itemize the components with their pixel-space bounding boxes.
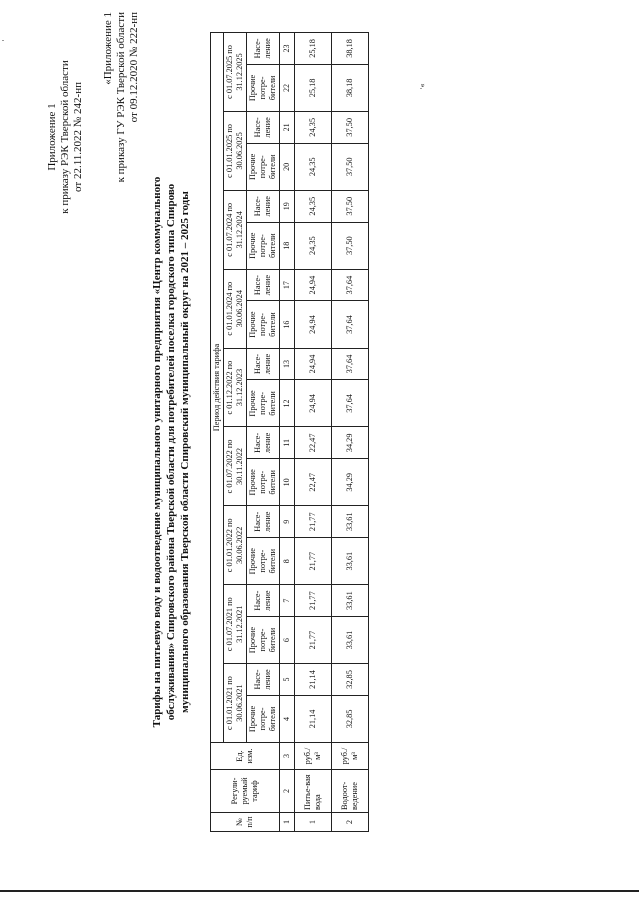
header-line: к приказу ГУ РЭК Тверской области — [115, 12, 127, 183]
tariff-value-cell: 21,77 — [295, 616, 332, 663]
subheader-other-consumers: Прочие потре-бители — [247, 538, 280, 585]
header-line: «Приложение 1 — [102, 12, 114, 85]
period-header-cell: с 01.07.2025 по 31.12.2025 — [224, 33, 247, 112]
tariff-value-cell: 21,77 — [295, 506, 332, 538]
subheader-population: Насе-ление — [247, 664, 280, 696]
subheader-population: Насе-ление — [247, 427, 280, 459]
column-number-row — [280, 33, 295, 832]
period-header: Период действия тарифа — [211, 33, 224, 743]
column-number: 21 — [280, 112, 295, 144]
subheader-population: Насе-ление — [247, 190, 280, 222]
column-number: 17 — [280, 269, 295, 301]
document-title — [150, 172, 192, 732]
subheader-population: Насе-ление — [247, 585, 280, 617]
header-line: от 09.12.2020 № 222-нп — [128, 12, 140, 123]
column-number: 7 — [280, 585, 295, 617]
column-number: 1 — [280, 813, 295, 832]
column-number: 23 — [280, 33, 295, 65]
tariff-table — [210, 32, 369, 832]
tariff-value-cell: 33,61 — [332, 616, 369, 663]
closing-quote-mark: ». — [418, 83, 428, 90]
tariff-value-cell: 21,77 — [295, 585, 332, 617]
tariff-value-cell: 34,29 — [332, 459, 369, 506]
tariff-value-cell: 22,47 — [295, 427, 332, 459]
column-number: 9 — [280, 506, 295, 538]
column-number: 10 — [280, 459, 295, 506]
tariff-value-cell: 37,64 — [332, 301, 369, 348]
subheader-population: Насе-ление — [247, 269, 280, 301]
subheader-other-consumers: Прочие потре-бители — [247, 64, 280, 111]
tariff-value-cell: 37,50 — [332, 143, 369, 190]
column-number: 13 — [280, 348, 295, 380]
period-header-cell: с 01.07.2021 по 31.12.2021 — [224, 585, 247, 664]
period-row — [224, 33, 247, 832]
column-number: 12 — [280, 380, 295, 427]
title-line: обслуживания» Спировского района Тверской области для потребителей поселка городского типа Спирово — [165, 183, 177, 721]
tariff-value-cell: 33,61 — [332, 506, 369, 538]
tariff-value-cell: 37,50 — [332, 222, 369, 269]
subheader-population: Насе-ление — [247, 348, 280, 380]
tariff-value-cell: 38,18 — [332, 33, 369, 65]
tariff-value-cell: 38,18 — [332, 64, 369, 111]
row-unit: руб./м³ — [295, 743, 332, 770]
subheader-other-consumers: Прочие потре-бители — [247, 695, 280, 742]
tariff-value-cell: 32,85 — [332, 695, 369, 742]
subheader-other-consumers: Прочие потре-бители — [247, 616, 280, 663]
row-unit: руб./м³ — [332, 743, 369, 770]
column-number: 5 — [280, 664, 295, 696]
header-line: к приказу РЭК Тверской области — [59, 60, 71, 214]
col-unit-header: Ед. изм. — [211, 743, 280, 770]
tariff-value-cell: 24,94 — [295, 348, 332, 380]
row-number: 2 — [332, 813, 369, 832]
tariff-value-cell: 25,18 — [295, 64, 332, 111]
scan-artifact — [2, 40, 4, 41]
table-row — [295, 33, 332, 832]
tariff-value-cell: 21,14 — [295, 695, 332, 742]
tariff-value-cell: 33,61 — [332, 585, 369, 617]
tariff-value-cell: 32,85 — [332, 664, 369, 696]
tariff-value-cell: 25,18 — [295, 33, 332, 65]
header-line: Приложение 1 — [46, 103, 58, 171]
tariff-value-cell: 24,94 — [295, 269, 332, 301]
column-number: 18 — [280, 222, 295, 269]
row-number: 1 — [295, 813, 332, 832]
tariff-value-cell: 24,35 — [295, 143, 332, 190]
tariff-value-cell: 34,29 — [332, 427, 369, 459]
subheader-row — [247, 33, 280, 832]
period-header-cell: с 01.07.2022 по 30.11.2022 — [224, 427, 247, 506]
tariff-value-cell: 24,35 — [295, 112, 332, 144]
period-header-cell: с 01.01.2024 по 30.06.2024 — [224, 269, 247, 348]
period-header-cell: с 01.01.2022 по 30.06.2022 — [224, 506, 247, 585]
row-tariff-name: Питье-вая вода — [295, 770, 332, 813]
subheader-population: Насе-ление — [247, 33, 280, 65]
subheader-population: Насе-ление — [247, 506, 280, 538]
tariff-value-cell: 21,14 — [295, 664, 332, 696]
rotated-page — [42, 12, 622, 872]
tariff-value-cell: 22,47 — [295, 459, 332, 506]
period-header-cell: с 01.01.2021 по 30.06.2021 — [224, 664, 247, 743]
col-tariff-header: Регули-руемый тариф — [211, 770, 280, 813]
col-no-header: № п/п — [211, 813, 280, 832]
title-line: Тарифы на питьевую воду и водоотведение муниципального унитарного предприятия «Центр коммунального — [151, 176, 163, 728]
tariff-value-cell: 24,94 — [295, 301, 332, 348]
subheader-other-consumers: Прочие потре-бители — [247, 222, 280, 269]
column-number: 22 — [280, 64, 295, 111]
period-header-cell: с 01.01.2025 по 30.06.2025 — [224, 112, 247, 191]
table-body — [280, 33, 369, 832]
subheader-other-consumers: Прочие потре-бители — [247, 459, 280, 506]
column-number: 2 — [280, 770, 295, 813]
column-number: 19 — [280, 190, 295, 222]
subheader-other-consumers: Прочие потре-бители — [247, 380, 280, 427]
tariff-value-cell: 37,50 — [332, 112, 369, 144]
subheader-population: Насе-ление — [247, 112, 280, 144]
column-number: 11 — [280, 427, 295, 459]
row-tariff-name: Водоот-ведение — [332, 770, 369, 813]
column-number: 6 — [280, 616, 295, 663]
tariff-value-cell: 33,61 — [332, 538, 369, 585]
tariff-value-cell: 37,50 — [332, 190, 369, 222]
column-number: 8 — [280, 538, 295, 585]
title-line: муниципального образования Тверской области Спировский муниципальный округ на 2021 – 2025 годы — [179, 191, 191, 713]
original-appendix-header — [102, 12, 141, 232]
subheader-other-consumers: Прочие потре-бители — [247, 143, 280, 190]
tariff-value-cell: 21,77 — [295, 538, 332, 585]
period-header-cell: с 01.07.2024 по 31.12.2024 — [224, 190, 247, 269]
tariff-value-cell: 37,64 — [332, 380, 369, 427]
tariff-value-cell: 24,35 — [295, 222, 332, 269]
appendix-header — [46, 22, 85, 252]
column-number: 3 — [280, 743, 295, 770]
tariff-value-cell: 37,64 — [332, 269, 369, 301]
period-header-cell: с 01.12.2022 по 31.12.2023 — [224, 348, 247, 427]
subheader-other-consumers: Прочие потре-бители — [247, 301, 280, 348]
column-number: 20 — [280, 143, 295, 190]
header-line: от 22.11.2022 № 242-нп — [72, 82, 84, 192]
tariff-value-cell: 24,35 — [295, 190, 332, 222]
column-number: 4 — [280, 695, 295, 742]
scan-bottom-line — [0, 890, 639, 892]
column-number: 16 — [280, 301, 295, 348]
tariff-value-cell: 24,94 — [295, 380, 332, 427]
tariff-value-cell: 37,64 — [332, 348, 369, 380]
table-row — [332, 33, 369, 832]
